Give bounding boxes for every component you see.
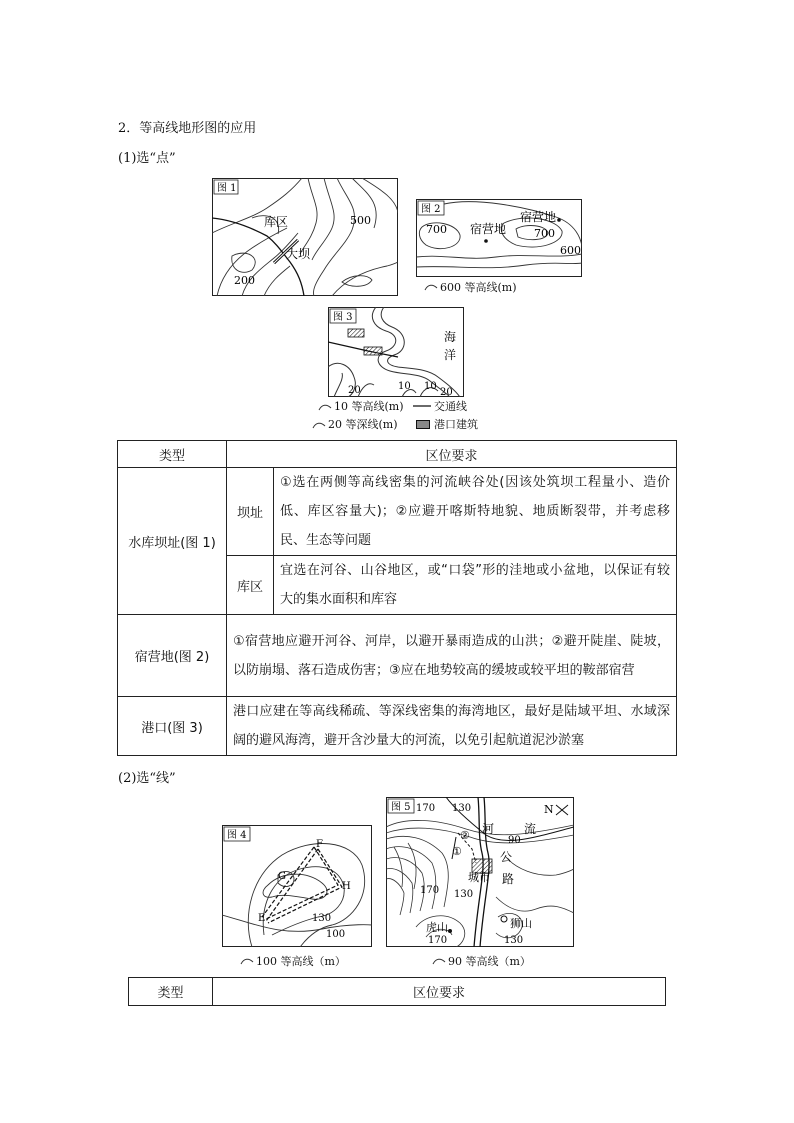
figure-1-label: 图 1: [217, 183, 237, 194]
figure-4-point-g: G: [278, 871, 286, 882]
figure-2-contour-700-right: 700: [534, 227, 555, 240]
figure-5-contour-130-a: 130: [452, 803, 472, 814]
figure-5-road-1: 公: [500, 850, 513, 864]
figure-5-north-arrow: N: [544, 803, 554, 816]
route-requirements-table: [128, 977, 666, 1006]
table2-header-requirement: 区位要求: [213, 978, 666, 1006]
table-cell-reservoir-area-text: 宜选在河谷、山谷地区，或“口袋”形的洼地或小盆地，以保证有较大的集水面积和库容: [274, 556, 677, 615]
figure-2-campsite-right: 宿营地: [520, 210, 557, 224]
figure-5-contour-170-b: 170: [420, 885, 440, 896]
figure-3-legend-road: 交通线: [434, 400, 467, 413]
figure-5-road-2: 路: [502, 872, 515, 886]
table2-header-type: 类型: [129, 978, 213, 1006]
figure-4-point-e: E: [258, 913, 266, 924]
figure-4-point-f: F: [316, 839, 323, 850]
figure-4-legend: 100 等高线（m）: [256, 955, 346, 968]
section-title: 2．等高线地形图的应用: [118, 121, 257, 136]
figure-3-contour-10-a: 10: [398, 381, 411, 392]
figure-4-label: 图 4: [227, 830, 247, 841]
figure-2-label: 图 2: [421, 204, 441, 215]
figure-5-contour-90: 90: [508, 835, 521, 846]
figure-3-legend-contour: 10 等高线(m): [334, 400, 404, 413]
figure-5-legend: 90 等高线（m）: [448, 955, 531, 968]
figure-1-reservoir-map: [212, 178, 398, 296]
figure-5-city: 城市: [468, 871, 490, 884]
figure-3-contour-20-b: 20: [440, 387, 453, 397]
figure-5-label: 图 5: [391, 802, 411, 813]
figure-2-legend: 600 等高线(m): [440, 281, 517, 294]
figure-5-tiger-mountain: 虎山: [426, 921, 448, 934]
figure-2-campsite-map: [416, 199, 582, 277]
figure-5-route-1: ①: [452, 845, 462, 858]
figure-4-point-h: H: [342, 881, 351, 892]
figure-1-reservoir-label: 库区: [264, 215, 289, 229]
figure-3-sea-2: 洋: [444, 348, 457, 362]
figure-5-contour-legend-icon: [432, 956, 446, 966]
table-cell-camp-text: ①宿营地应避开河谷、河岸，以避开暴雨造成的山洪；②避开陡崖、陡坡，以防崩塌、落石造成伤害；③应在地势较高的缓坡或较平坦的鞍部宿营: [227, 615, 677, 697]
table-header-requirement: 区位要求: [227, 441, 677, 468]
figure-2-contour-legend-icon: [424, 282, 438, 292]
figure-5-contour-170-c: 170: [428, 935, 448, 946]
figure-5-river-2: 流: [524, 822, 537, 836]
figure-3-road-legend-icon: [412, 404, 432, 408]
table-cell-reservoir-area: 库区: [227, 556, 274, 615]
figure-3-legend-depth: 20 等深线(m): [328, 418, 398, 431]
figure-4-contour-130: 130: [312, 913, 332, 924]
table-row-reservoir: 水库坝址(图 1): [118, 468, 227, 615]
figure-3-contour-legend-icon: [318, 402, 332, 412]
table-cell-dam-site: 坝址: [227, 468, 274, 556]
subsection-line: (2)选“线”: [118, 771, 176, 786]
figure-5-contour-130-b: 130: [454, 889, 474, 900]
location-requirements-table: [117, 440, 677, 756]
figure-3-port-legend-icon: [416, 420, 430, 429]
figure-4-route-map: [222, 825, 372, 947]
table-cell-port-text: 港口应建在等高线稀疏、等深线密集的海湾地区，最好是陆域平坦、水域深阔的避风海湾，避开含沙量大的河流，以免引起航道泥沙淤塞: [227, 697, 677, 756]
figure-1-contour-200: 200: [234, 274, 255, 287]
table-row-port: 港口(图 3): [118, 697, 227, 756]
figure-3-label: 图 3: [333, 312, 353, 323]
table-header-type: 类型: [118, 441, 227, 468]
figure-3-port-map: [328, 307, 464, 397]
figure-5-contour-130-c: 130: [504, 935, 524, 946]
subsection-point: (1)选“点”: [118, 151, 176, 166]
figure-3-legend-port: 港口建筑: [434, 418, 478, 431]
figure-2-campsite-center: 宿营地: [470, 222, 507, 236]
figure-1-contour-500: 500: [350, 214, 371, 227]
figure-3-sea-1: 海: [444, 330, 457, 344]
figure-1-dam-label: 大坝: [286, 247, 311, 261]
figure-4-contour-100: 100: [326, 929, 346, 940]
figure-5-route-2: ②: [460, 829, 470, 842]
figure-2-contour-700-left: 700: [426, 223, 447, 236]
figure-2-contour-600: 600: [560, 244, 581, 257]
figure-4-contour-legend-icon: [240, 956, 254, 966]
figure-3-contour-10-b: 10: [424, 381, 437, 392]
figure-5-river-1: 河: [482, 822, 495, 836]
figure-5-road-map: [386, 797, 574, 947]
table-row-camp: 宿营地(图 2): [118, 615, 227, 697]
figure-3-depth-legend-icon: [312, 420, 326, 430]
table-cell-dam-site-text: ①选在两侧等高线密集的河流峡谷处(因该处筑坝工程量小、造价低、库区容量大)；②应避开喀斯特地貌、地质断裂带，并考虑移民、生态等问题: [274, 468, 677, 556]
figure-3-contour-20-a: 20: [348, 385, 361, 396]
figure-5-lion-mountain: 狮山: [510, 917, 532, 930]
figure-5-contour-170-a: 170: [416, 803, 436, 814]
